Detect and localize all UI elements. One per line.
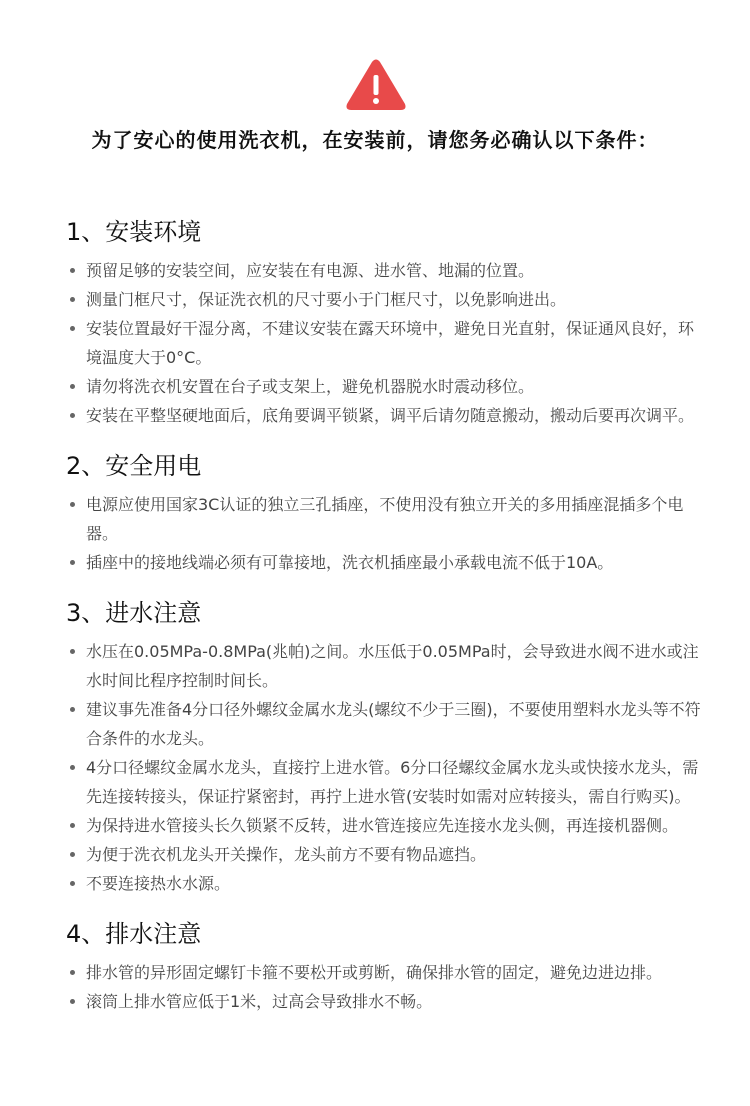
list-item-text: 为保持进水管接头长久锁紧不反转，进水管连接应先连接水龙头侧，再连接机器侧。: [86, 816, 679, 835]
list-item-text: 不要连接热水水源。: [86, 874, 231, 893]
bullet-dot-icon: [70, 649, 75, 654]
list-item-text: 为便于洗衣机龙头开关操作，龙头前方不要有物品遮挡。: [86, 845, 487, 864]
section-title: 4、排水注意: [66, 920, 202, 948]
list-item-text: 4分口径螺纹金属水龙头，直接拧上进水管。6分口径螺纹金属水龙头或快接水龙头，需先连接转接头，保证拧紧密封，再拧上进水管(安装时如需对应转接头，需自行购买)。: [86, 758, 699, 806]
bullet-dot-icon: [70, 384, 75, 389]
list-item-text: 电源应使用国家3C认证的独立三孔插座，不使用没有独立开关的多用插座混插多个电器。: [86, 495, 684, 543]
bullet-dot-icon: [70, 765, 75, 770]
section-3: [66, 595, 706, 898]
bullet-dot-icon: [70, 970, 75, 975]
list-item: [66, 285, 706, 314]
bullet-dot-icon: [70, 413, 75, 418]
section-2: [66, 448, 706, 577]
list-item-text: 建议事先准备4分口径外螺纹金属水龙头(螺纹不少于三圈)，不要使用塑料水龙头等不符合条件的水龙头。: [86, 700, 701, 748]
bullet-dot-icon: [70, 881, 75, 886]
bullet-dot-icon: [70, 268, 75, 273]
bullet-dot-icon: [70, 852, 75, 857]
list-item-text: 插座中的接地线端必须有可靠接地，洗衣机插座最小承载电流不低于10A。: [86, 553, 614, 572]
list-item-text: 水压在0.05MPa-0.8MPa(兆帕)之间。水压低于0.05MPa时，会导致进水阀不进水或注水时间比程序控制时间长。: [86, 642, 699, 690]
bullet-dot-icon: [70, 823, 75, 828]
list-item: [66, 753, 706, 811]
bullet-dot-icon: [70, 560, 75, 565]
list-item: [66, 314, 706, 372]
list-item: [66, 958, 706, 987]
list-item: [66, 811, 706, 840]
bullet-dot-icon: [70, 707, 75, 712]
list-item: [66, 401, 706, 430]
list-item: [66, 987, 706, 1016]
list-item-text: 测量门框尺寸，保证洗衣机的尺寸要小于门框尺寸，以免影响进出。: [86, 290, 567, 309]
list-item-text: 安装在平整坚硬地面后，底角要调平锁紧，调平后请勿随意搬动，搬动后要再次调平。: [86, 406, 695, 425]
section-1: [66, 214, 706, 430]
list-item: [66, 695, 706, 753]
list-item: [66, 840, 706, 869]
list-item-text: 请勿将洗衣机安置在台子或支架上，避免机器脱水时震动移位。: [86, 377, 535, 396]
section-title: 3、进水注意: [66, 599, 202, 627]
list-item: [66, 869, 706, 898]
section-title: 1、安装环境: [66, 218, 202, 246]
requirements-list: [66, 214, 706, 1034]
list-item: [66, 490, 706, 548]
bullet-dot-icon: [70, 297, 75, 302]
list-item: [66, 637, 706, 695]
intro-text: 为了安心的使用洗衣机，在安装前，请您务必确认以下条件：: [91, 128, 659, 152]
list-item-text: 安装位置最好干湿分离，不建议安装在露天环境中，避免日光直射，保证通风良好，环境温度大于0°C。: [86, 319, 695, 367]
list-item-text: 预留足够的安装空间，应安装在有电源、进水管、地漏的位置。: [86, 261, 535, 280]
list-item: [66, 256, 706, 285]
bullet-dot-icon: [70, 326, 75, 331]
warning-triangle-icon: [345, 58, 407, 112]
section-4: [66, 916, 706, 1016]
list-item: [66, 372, 706, 401]
bullet-dot-icon: [70, 999, 75, 1004]
list-item-text: 排水管的异形固定螺钉卡箍不要松开或剪断，确保排水管的固定，避免边进边排。: [86, 963, 663, 982]
list-item: [66, 548, 706, 577]
list-item-text: 滚筒上排水管应低于1米，过高会导致排水不畅。: [86, 992, 433, 1011]
section-title: 2、安全用电: [66, 452, 202, 480]
bullet-dot-icon: [70, 502, 75, 507]
